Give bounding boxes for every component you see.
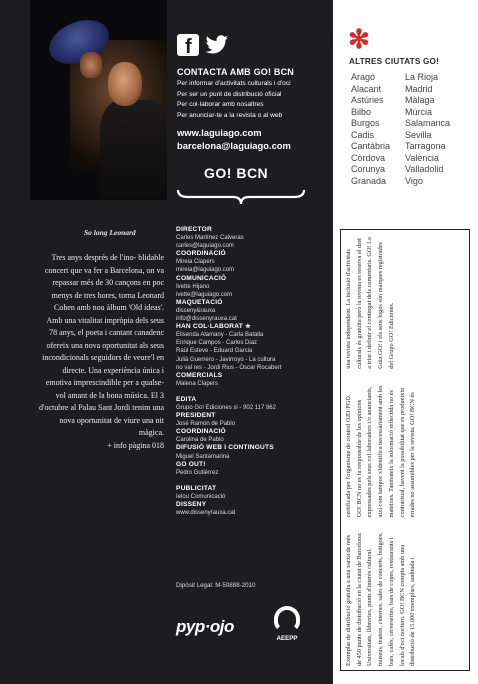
city-item[interactable]: Astúries: [351, 95, 384, 105]
credit-line: Carles Martínez Calveras: [176, 235, 244, 242]
credit-line: Grupo Go! Ediciones sl - 902 117 862: [176, 404, 276, 411]
credit-line[interactable]: carles@laguiago.com: [176, 243, 234, 250]
city-item[interactable]: Sevilla: [405, 129, 432, 140]
city-item[interactable]: Valladolid: [405, 164, 444, 174]
credit-line: Pedro Gutiérrez: [176, 469, 219, 476]
credit-line: Ivette Hijano: [176, 283, 210, 290]
credit-line[interactable]: info@dissenyrauxa.cat: [176, 316, 237, 323]
city-item[interactable]: Alacant: [351, 83, 382, 94]
credit-line[interactable]: www.dissenyrauxa.cat: [176, 510, 236, 517]
cities-list: [351, 72, 465, 187]
city-item[interactable]: La Rioja: [405, 72, 439, 82]
city-item[interactable]: Cantàbria: [351, 141, 391, 151]
contact-title: CONTACTA AMB GO! BCN: [177, 67, 294, 77]
city-item[interactable]: Còrdova: [351, 152, 386, 163]
website-link[interactable]: www.laguiago.com: [177, 127, 262, 138]
credit-line: disseny&rauxa: [176, 307, 216, 314]
city-item[interactable]: Salamanca: [405, 118, 451, 128]
pyp-ojo-logo: pyp·ojo: [176, 617, 234, 636]
contact-line: Per ser un punt de distribució oficial: [177, 90, 282, 98]
city-item[interactable]: Bilbo: [351, 106, 372, 117]
credit-heading: COORDINACIÓ: [176, 250, 226, 258]
credit-heading: GO OUT!: [176, 460, 206, 468]
credit-heading: COMERCIALS: [176, 371, 223, 379]
city-item[interactable]: Màlaga: [405, 95, 435, 105]
city-item[interactable]: Granada: [351, 175, 387, 186]
distribution-info-text: Exemplar de distribució gratuïta a una xarxa de més de 450 punts de distribució en la ciutat de Barcelona: Universitats, llibreries, punts d'interès cultural, museus, teatres, cinemes, sales de concerts, botigues, bars, cafès, cerveseries, bars de copes, restaurants i locals d'oci nocturn. GO! BCN compta amb una distribució de 15.000 exemplars, auditada i certificada per l'organisme de control OJD/PGD. GO! BCN no es fa responsable de les opinions expressades pels seus col·laboradors i/o anunciants, així com tampoc s'identifica necessàriament amb les mateixes. Tanmateix la informació reflectida no és contractual, havent la possibilitat que es produeixin errades no assumibles per la revista. GO! BCN és una revista independent. La inclusió d'activitats culturals és gratuïta però la revista es reserva el dret a triar i definir el contingut dels comentaris. GO! La Guia GO! i els seus logos són marques registrades del Grupo GO! Ediciones.: [345, 237, 417, 666]
article-body: [38, 252, 164, 452]
aeepp-mark-icon: [274, 606, 300, 632]
article-paragraph: Tres anys després de l'ino- blidable concert que va fer a Barcelona, on va repassar més de 30 cançons en poc menys de tres hores, torna Leonard Cohen amb nou àlbum 'Old ideas'.: [44, 253, 164, 312]
city-item[interactable]: València: [405, 152, 439, 163]
credit-heading: MAQUETACIÓ: [176, 298, 223, 306]
city-item[interactable]: Corunya: [351, 164, 386, 174]
twitter-icon[interactable]: [205, 35, 229, 55]
credit-line: Julià Guerrero - Javirroyo - La cultura: [176, 356, 276, 363]
credit-line: Raül Esteve - Eduard Garcia: [176, 348, 253, 355]
social-links: [177, 34, 229, 56]
city-item[interactable]: Cadis: [351, 129, 375, 140]
contact-line: Per col·laborar amb nosaltres: [177, 101, 264, 109]
article-paragraph: Amb una vitalitat impròpia dels seus 78 anys, el poeta i cantant canadenc ofereix una nova oportunitat als seus incondicionals seguidors de veure'l en directe. Una experiència única i emotiva imprescindible per a qualse- vol amant de la bona música. El 3 d'octubre al Palau Sant Jordi tenim una nova oportunitat de viure una nit màgica.: [39, 315, 164, 437]
aeepp-label: AEEPP: [276, 635, 298, 642]
concert-photo: [30, 0, 167, 200]
credit-heading: DIRECTOR: [176, 226, 212, 233]
contact-line: Per informar d'activitats culturals i d'oci: [177, 80, 291, 87]
contact-lines: [177, 79, 327, 121]
contact-urls: [177, 126, 291, 152]
legal-deposit: Dipòsit Legal: M-50888-2010: [176, 582, 256, 589]
credit-heading: PRESIDENT: [176, 412, 216, 420]
credit-line: no val res - Jordi Rius - Òscar Rocabert: [176, 364, 282, 371]
city-item[interactable]: Aragó: [351, 72, 376, 82]
asterisk-icon: ✻: [348, 24, 370, 54]
city-item[interactable]: Vigo: [405, 175, 423, 186]
article-more-info-link[interactable]: + info pàgina 018: [107, 440, 164, 450]
credits-list: [176, 226, 328, 517]
credit-line: Elisenda Alamany - Carla Batalla: [176, 332, 264, 339]
contact-line: Per anunciar-te a la revista o al web: [177, 111, 283, 119]
cities-title: ALTRES CIUTATS GO!: [349, 57, 440, 66]
credit-line: Ielou Comunicació: [176, 493, 226, 500]
credit-heading: DISSENY: [176, 501, 207, 508]
credit-heading: EDITA: [176, 395, 197, 403]
credit-heading: DIFUSIÓ WEB I CONTINGUTS: [176, 444, 274, 452]
credit-line: Carolina de Pablo: [176, 437, 224, 444]
city-item[interactable]: Madrid: [405, 83, 433, 94]
credit-heading: COORDINACIÓ: [176, 428, 226, 436]
email-link[interactable]: barcelona@laguiago.com: [177, 140, 291, 151]
credit-heading: COMUNICACIÓ: [176, 274, 227, 282]
credit-heading: HAN COL·LABORAT ★: [176, 323, 252, 331]
credit-line: Miguel Santamarina: [176, 453, 230, 460]
go-bcn-badge: GO! BCN: [204, 165, 269, 181]
credit-line: Mireia Clapers: [176, 259, 215, 266]
credit-line[interactable]: mireia@laguiago.com: [176, 267, 235, 274]
credit-line: Enrique Campos - Carles Diaz: [176, 340, 258, 347]
city-item[interactable]: Múrcia: [405, 106, 433, 117]
credit-line[interactable]: ivette@laguiago.com: [176, 291, 233, 298]
city-item[interactable]: Burgos: [351, 118, 380, 128]
brace-divider: [176, 188, 306, 206]
article-title: So long Leonard: [84, 228, 136, 237]
credit-heading: PUBLICITAT: [176, 484, 217, 492]
facebook-icon[interactable]: f: [177, 34, 199, 56]
aeepp-logo: [270, 606, 304, 642]
credit-line: José Ramón de Pablo: [176, 421, 236, 428]
distribution-info-box: [340, 229, 470, 671]
credit-line: Malena Clapers: [176, 380, 219, 387]
city-item[interactable]: Tarragona: [405, 141, 446, 151]
